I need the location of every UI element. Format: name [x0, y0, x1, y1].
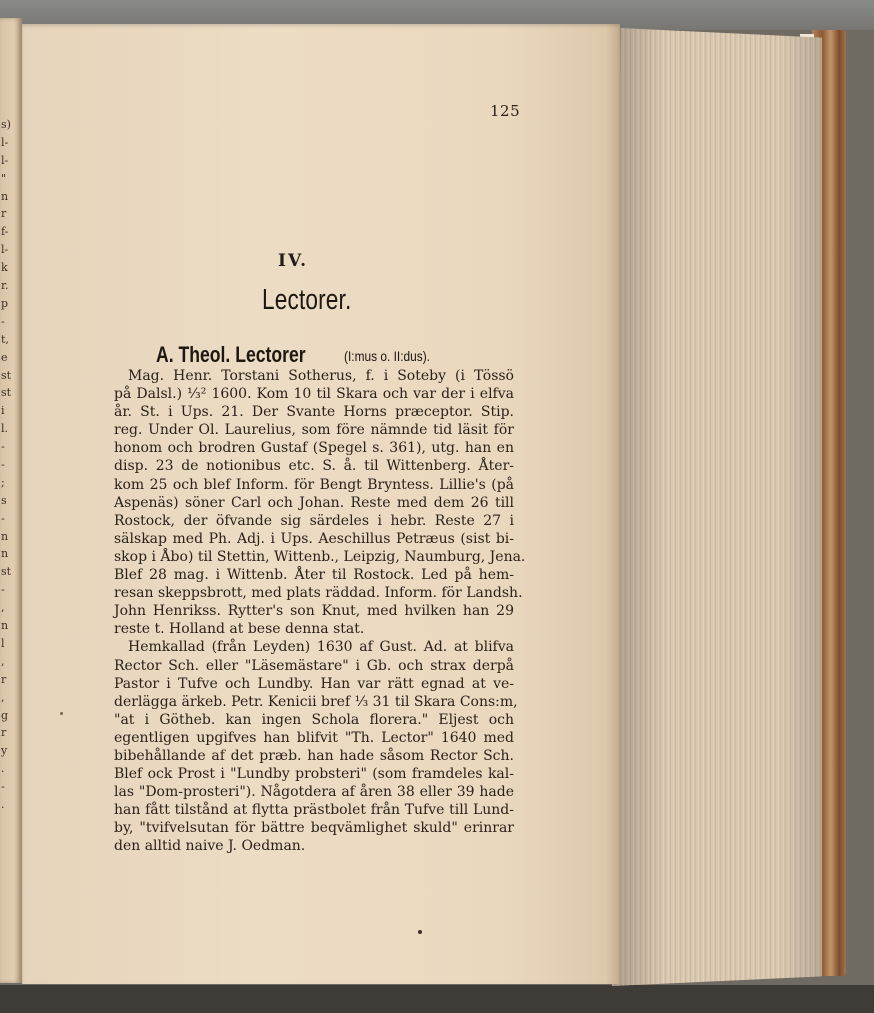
text-line: derlägga ärkeb. Petr. Kenicii bref ⅓ 31 til Skara Cons:m, [114, 693, 518, 710]
left-page-fragment: p [1, 296, 9, 310]
left-page-fragment: f- [1, 225, 9, 239]
left-page-fragment: l. [1, 422, 9, 436]
section-title: Lectorer. [262, 284, 352, 316]
left-page-fragment: , [1, 601, 5, 615]
left-page-fragment: n [1, 529, 9, 543]
left-page-fragment: - [1, 511, 5, 525]
subsection-sub: (I:mus o. II:dus). [344, 348, 430, 364]
subsection-main: A. Theol. Lectorer [156, 342, 306, 367]
text-line: Pastor i Tufve och Lundby. Han var rätt egnad at ve- [114, 675, 514, 692]
left-page-fragment: i [1, 404, 5, 418]
text-line: sälskap med Ph. Adj. i Ups. Aeschillus Petræus (sist bi- [114, 530, 514, 547]
left-page-fragment: r [1, 672, 7, 686]
left-page-fragment: k [1, 261, 8, 275]
text-line: disp. 23 de notionibus etc. S. å. til Wittenberg. Åter- [114, 458, 514, 475]
text-line: bibehållande af det præb. han hade såsom Rector Sch. [114, 747, 514, 764]
text-line: Aspenäs) söner Carl och Johan. Reste med dem 26 till [114, 494, 514, 511]
left-page-fragment: ; [1, 475, 5, 489]
text-line: år. St. i Ups. 21. Der Svante Horns præceptor. Stip. [114, 404, 514, 421]
text-line: skop i Åbo) til Stettin, Wittenb., Leipzig, Naumburg, Jena. [114, 548, 526, 565]
text-line: honom och brodren Gustaf (Spegel s. 361), utg. han en [114, 440, 514, 457]
left-page-fragment: r [1, 726, 7, 740]
left-page-fragment: s) [1, 118, 11, 131]
text-line: den alltid naive J. Oedman. [114, 838, 306, 855]
left-page-fragment: l [1, 636, 5, 650]
text-line: Blef 28 mag. i Wittenb. Åter til Rostock. Led på hem- [114, 567, 514, 584]
ink-dot [418, 930, 422, 934]
left-page-fragment: r. [1, 279, 9, 293]
body-text [114, 367, 526, 856]
text-line: Blef ock Prost i "Lundby probsteri" (som framdeles kal- [114, 766, 514, 783]
left-page-fragment: l- [1, 135, 9, 149]
left-page-fragment: n [1, 547, 9, 561]
left-page-fragment: st [1, 368, 12, 382]
book-page [22, 24, 620, 984]
text-line: reg. Under Ol. Laurelius, som före nämnde tid läsit för [114, 422, 514, 439]
left-page-fragment: - [1, 440, 5, 454]
text-line: John Henrikss. Rytter's son Knut, med hvilken han 29 [114, 603, 514, 620]
text-line: reste t. Holland at bese denna stat. [114, 621, 365, 638]
left-page-fragment: g [1, 708, 9, 722]
left-page-fragment: s [1, 493, 7, 507]
left-page-fragment: , [1, 690, 5, 704]
text-line: kom 25 och blef Inform. för Bengt Bryntess. Lillie's (på [114, 476, 514, 493]
left-page-fragment: l- [1, 153, 9, 167]
text-line: på Dalsl.) ⅓² 1600. Kom 10 til Skara och var der i elfva [114, 386, 514, 403]
subsection-heading [156, 342, 430, 368]
left-page-fragment: - [1, 780, 5, 794]
left-page-fragment: r [1, 207, 7, 221]
text-line: resan skeppsbrott, med plats räddad. Inform. för Landsh. [114, 585, 523, 602]
left-page-fragment: st [1, 386, 12, 400]
left-page-fragment: - [1, 314, 5, 328]
text-line: las "Dom-prosteri"). Någotdera af åren 38 eller 39 hade [114, 784, 514, 801]
text-line: egentligen upgifves han blifvit "Th. Lector" 1640 med [114, 729, 514, 746]
background-bottom [0, 985, 874, 1013]
left-page-fragment: n [1, 619, 9, 633]
text-line: Rostock, der öfvande sig särdeles i hebr. Reste 27 i [114, 512, 514, 529]
text-line: by, "tvifvelsutan för bättre beqvämlighet skuld" erinrar [114, 820, 514, 837]
left-page-fragment: - [1, 583, 5, 597]
left-page-fragment: y [1, 744, 8, 758]
text-line: Mag. Henr. Torstani Sotherus, f. i Soteby (i Tössö [128, 368, 514, 384]
left-page-fragment: e [1, 350, 8, 364]
left-page-fragment: . [1, 798, 5, 811]
left-page-fragment: , [1, 654, 5, 668]
left-page-fragment: st [1, 565, 12, 579]
text-line: han fått tilstånd at flytta prästbolet från Tufve till Lund- [114, 802, 514, 819]
left-page-fragment: . [1, 762, 5, 776]
left-page-fragment: t, [1, 332, 9, 346]
section-number: IV. [278, 251, 309, 271]
left-facing-page [0, 18, 22, 983]
text-line: Hemkallad (från Leyden) 1630 af Gust. Ad. at blifva [128, 639, 514, 656]
left-page-fragment: l- [1, 243, 9, 257]
text-line: "at i Götheb. kan ingen Schola florera." Eljest och [114, 711, 514, 728]
left-page-fragment: " [1, 171, 7, 185]
left-page-fragment: - [1, 458, 5, 471]
left-page-fragment: n [1, 189, 9, 203]
page-edges [612, 28, 822, 986]
text-line: Rector Sch. eller "Läsemästare" i Gb. och strax derpå [114, 657, 514, 674]
page-number: 125 [490, 102, 521, 120]
ink-dot [60, 712, 63, 715]
